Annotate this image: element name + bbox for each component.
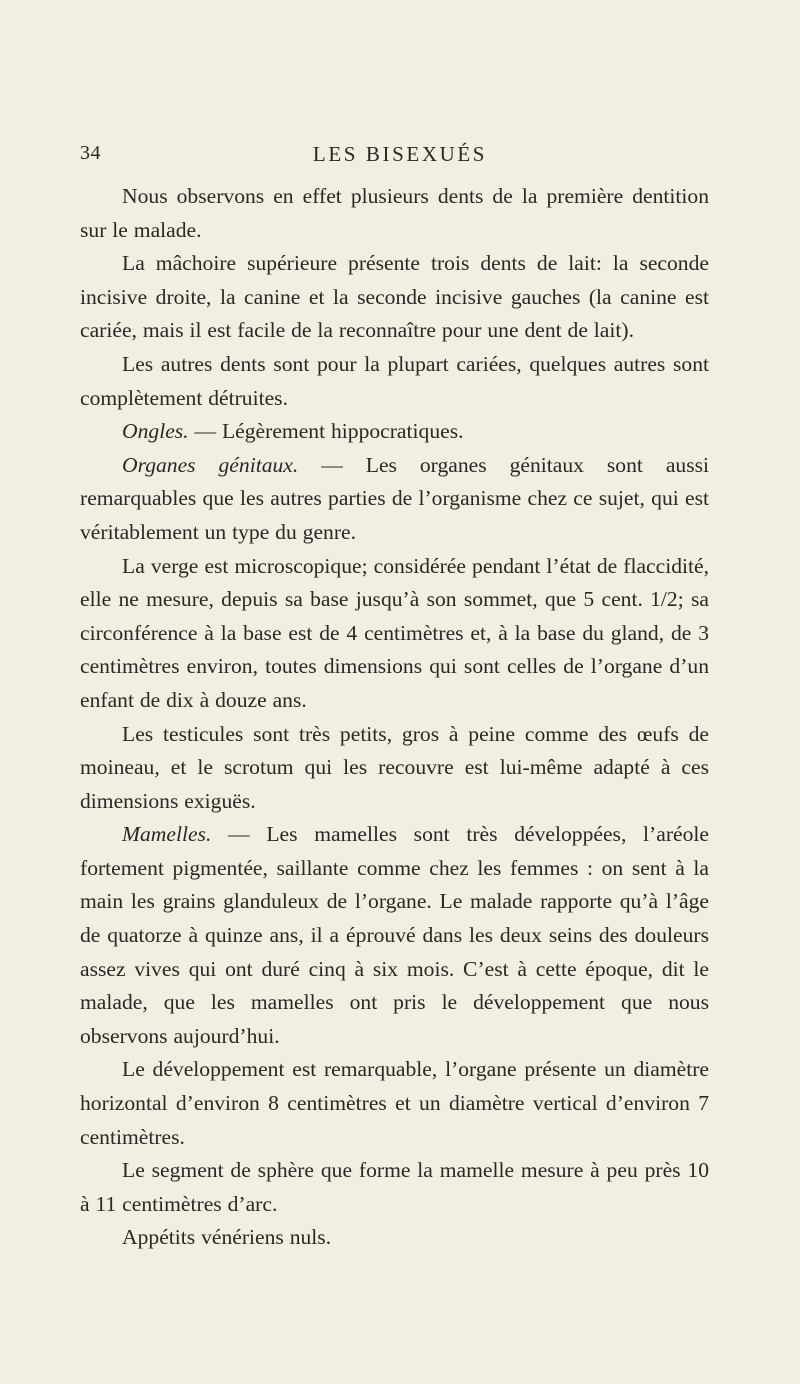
- paragraph: Les testicules sont très petits, gros à peine comme des œufs de moineau, et le scrotum qui les recouvre est lui-même adapté à ces dimensions exiguës.: [80, 721, 709, 813]
- page-number: 34: [80, 142, 101, 164]
- paragraph: Le segment de sphère que forme la mamelle mesure à peu près 10 à 11 centimètres d’arc.: [80, 1158, 709, 1216]
- section-lead: Ongles.: [122, 419, 189, 444]
- page-header: [0, 142, 800, 172]
- paragraph: Le développement est remarquable, l’organe présente un diamètre horizontal d’environ 8 centimètres et un diamètre vertical d’environ 7 centimètres.: [80, 1057, 709, 1149]
- paragraph: La verge est microscopique; considérée pendant l’état de flaccidité, elle ne mesure, depuis sa base jusqu’à son sommet, que 5 cent. 1/2; sa circonférence à la base est de 4 centimètres et, à la base du gland, de 3 centimètres environ, toutes dimensions qui sont celles de l’organe d’un enfant de dix à douze ans.: [80, 553, 709, 712]
- section-lead: Organes génitaux.: [122, 452, 299, 477]
- paragraph: Appétits vénériens nuls.: [122, 1225, 332, 1250]
- paragraph: Les autres dents sont pour la plupart cariées, quelques autres sont complètement détruites.: [80, 351, 709, 410]
- body-text: [80, 180, 709, 1255]
- paragraph: Ongles. — Légèrement hippocratiques.: [122, 419, 464, 444]
- paragraph: Nous observons en effet plusieurs dents de la première dentition sur le malade.: [80, 184, 709, 242]
- paragraph: Organes génitaux. — Les organes génitaux sont aussi remarquables que les autres parties de l’organisme chez ce sujet, qui est véritablement un type du genre.: [80, 452, 710, 544]
- running-title: LES BISEXUÉS: [312, 142, 488, 166]
- paragraph: Mamelles. — Les mamelles sont très développées, l’aréole fortement pigmentée, saillante comme chez les femmes : on sent à la main les grains glanduleux de l’organe. Le malade rapporte qu’à l’âge de quatorze à quinze ans, il a éprouvé dans les deux seins des douleurs assez vives qui ont duré cinq à six mois. C’est à cette époque, dit le malade, que les mamelles ont pris le développement que nous observons aujourd’hui.: [80, 822, 709, 1048]
- section-lead: Mamelles.: [122, 822, 212, 847]
- paragraph: La mâchoire supérieure présente trois dents de lait: la seconde incisive droite, la canine et la seconde incisive gauches (la canine est cariée, mais il est facile de la reconnaître pour une dent de lait).: [80, 251, 709, 343]
